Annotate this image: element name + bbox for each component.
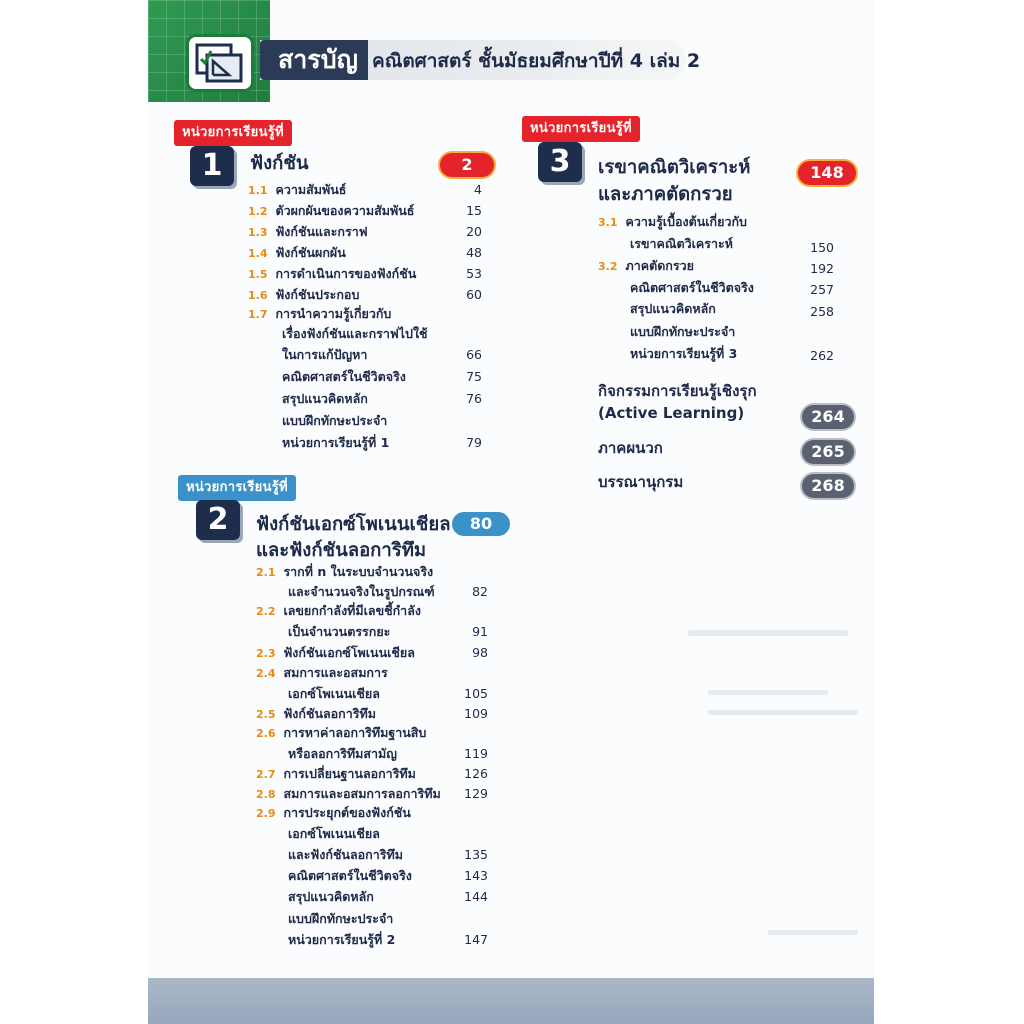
toc-entry-line: และฟังก์ชันลอการิทึม <box>288 847 403 862</box>
toc-page-number: 144 <box>464 889 488 904</box>
toc-extra[interactable]: คณิตศาสตร์ในชีวิตจริง <box>288 868 412 883</box>
unit-page-badge: 2 <box>440 153 494 177</box>
toc-page-number: 4 <box>474 182 482 197</box>
toc-extra-line: หน่วยการเรียนรู้ที่ 3 <box>630 346 738 361</box>
toc-entry[interactable]: 2.4 สมการและอสมการ <box>256 665 388 680</box>
toc-entry[interactable]: 2.7 การเปลี่ยนฐานลอการิทึม <box>256 766 416 781</box>
toc-entry[interactable]: 2.2 เลขยกกำลังที่มีเลขชี้กำลัง <box>256 603 421 618</box>
toc-extra[interactable]: คณิตศาสตร์ในชีวิตจริง <box>630 280 754 295</box>
unit-number: 1 <box>190 146 234 186</box>
toc-entry[interactable]: 1.2 ตัวผกผันของความสัมพันธ์ <box>248 203 415 218</box>
toc-page-number: 126 <box>464 766 488 781</box>
page-title: สารบัญ <box>278 45 358 74</box>
unit-number: 2 <box>196 500 240 540</box>
toc-page-number: 76 <box>466 391 482 406</box>
unit-page-badge: 148 <box>798 161 856 185</box>
toc-entry-line: เอกซ์โพเนนเชียล <box>288 686 380 701</box>
toc-entry[interactable]: 2.3 ฟังก์ชันเอกซ์โพเนนเชียล <box>256 645 415 660</box>
toc-extra[interactable]: แบบฝึกทักษะประจำ <box>282 413 388 428</box>
toc-page-number: 66 <box>466 347 482 362</box>
toc-page-number: 147 <box>464 932 488 947</box>
unit-title-line: และฟังก์ชันลอการิทึม <box>256 540 427 561</box>
toc-entry[interactable]: 1.6 ฟังก์ชันประกอบ <box>248 287 360 302</box>
toc-entry[interactable]: 3.1 ความรู้เบื้องต้นเกี่ยวกับ <box>598 214 747 229</box>
toc-entry[interactable]: 2.9 การประยุกต์ของฟังก์ชัน <box>256 805 411 820</box>
toc-entry[interactable]: 1.5 การดำเนินการของฟังก์ชัน <box>248 266 417 281</box>
unit-page-badge: 80 <box>452 512 510 536</box>
toc-page-number: 150 <box>810 240 834 255</box>
toc-entry[interactable]: 2.5 ฟังก์ชันลอการิทึม <box>256 706 376 721</box>
toc-page-number: 135 <box>464 847 488 862</box>
toc-extra[interactable]: แบบฝึกทักษะประจำ <box>630 324 736 339</box>
unit-tag: หน่วยการเรียนรู้ที่ <box>178 475 296 501</box>
back-matter-page-badge: 265 <box>802 440 854 464</box>
toc-entry-line: และจำนวนจริงในรูปกรณฑ์ <box>288 584 435 599</box>
unit-tag: หน่วยการเรียนรู้ที่ <box>522 116 640 142</box>
toc-entry[interactable]: 2.1 รากที่ n ในระบบจำนวนจริง <box>256 564 434 579</box>
toc-entry-line: เอกซ์โพเนนเชียล <box>288 826 380 841</box>
toc-entry[interactable]: 1.4 ฟังก์ชันผกผัน <box>248 245 346 260</box>
toc-extra-line: หน่วยการเรียนรู้ที่ 2 <box>288 932 396 947</box>
toc-entry[interactable]: 1.1 ความสัมพันธ์ <box>248 182 347 197</box>
toc-page-number: 258 <box>810 304 834 319</box>
toc-page-number: 105 <box>464 686 488 701</box>
toc-extra[interactable]: สรุปแนวคิดหลัก <box>288 889 374 904</box>
back-matter-title[interactable]: บรรณานุกรม <box>598 473 684 491</box>
back-matter-page-badge: 268 <box>802 474 854 498</box>
bottom-strip <box>148 978 874 1024</box>
unit-title[interactable]: เรขาคณิตวิเคราะห์ <box>598 157 751 178</box>
toc-entry-line: เป็นจำนวนตรรกยะ <box>288 624 391 639</box>
toc-page-number: 15 <box>466 203 482 218</box>
unit-title[interactable]: ฟังก์ชัน <box>250 153 309 174</box>
toc-page-number: 60 <box>466 287 482 302</box>
unit-tag: หน่วยการเรียนรู้ที่ <box>174 120 292 146</box>
unit-number: 3 <box>538 142 582 182</box>
toc-extra[interactable]: แบบฝึกทักษะประจำ <box>288 911 394 926</box>
toc-extra[interactable]: สรุปแนวคิดหลัก <box>630 301 716 316</box>
toc-entry[interactable]: 2.8 สมการและอสมการลอการิทึม <box>256 786 441 801</box>
book-page <box>148 0 874 980</box>
toc-page-number: 48 <box>466 245 482 260</box>
toc-page-number: 20 <box>466 224 482 239</box>
back-matter-title-line: (Active Learning) <box>598 404 745 422</box>
toc-entry-line: ในการแก้ปัญหา <box>282 347 368 362</box>
toc-page-number: 79 <box>466 435 482 450</box>
toc-page-number: 91 <box>472 624 488 639</box>
toc-entry-line: เรขาคณิตวิเคราะห์ <box>630 236 733 251</box>
toc-page-number: 82 <box>472 584 488 599</box>
toc-page-number: 192 <box>810 261 834 276</box>
page-subtitle: คณิตศาสตร์ ชั้นมัธยมศึกษาปีที่ 4 เล่ม 2 <box>372 50 701 72</box>
toc-page-number: 75 <box>466 369 482 384</box>
toc-entry-line: เรื่องฟังก์ชันและกราฟไปใช้ <box>282 326 428 341</box>
toc-page-number: 98 <box>472 645 488 660</box>
back-matter-title[interactable]: กิจกรรมการเรียนรู้เชิงรุก <box>598 382 757 400</box>
back-matter-title[interactable]: ภาคผนวก <box>598 439 663 457</box>
back-matter-page-badge: 264 <box>802 405 854 429</box>
unit-title[interactable]: ฟังก์ชันเอกซ์โพเนนเชียล <box>256 514 451 535</box>
toc-page-number: 257 <box>810 282 834 297</box>
toc-extra[interactable]: สรุปแนวคิดหลัก <box>282 391 368 406</box>
toc-page-number: 53 <box>466 266 482 281</box>
toc-page-number: 262 <box>810 348 834 363</box>
toc-page-number: 109 <box>464 706 488 721</box>
toc-entry[interactable]: 1.3 ฟังก์ชันและกราฟ <box>248 224 368 239</box>
toc-extra-line: หน่วยการเรียนรู้ที่ 1 <box>282 435 390 450</box>
unit-title-line: และภาคตัดกรวย <box>598 184 733 205</box>
toc-page-number: 119 <box>464 746 488 761</box>
toc-extra[interactable]: คณิตศาสตร์ในชีวิตจริง <box>282 369 406 384</box>
toc-entry[interactable]: 2.6 การหาค่าลอการิทึมฐานสิบ <box>256 725 427 740</box>
toc-entry[interactable]: 1.7 การนำความรู้เกี่ยวกับ <box>248 306 392 321</box>
toc-entry[interactable]: 3.2 ภาคตัดกรวย <box>598 258 694 273</box>
geometry-book-icon <box>186 34 254 92</box>
toc-page-number: 129 <box>464 786 488 801</box>
toc-page-number: 143 <box>464 868 488 883</box>
toc-entry-line: หรือลอการิทึมสามัญ <box>288 746 397 761</box>
